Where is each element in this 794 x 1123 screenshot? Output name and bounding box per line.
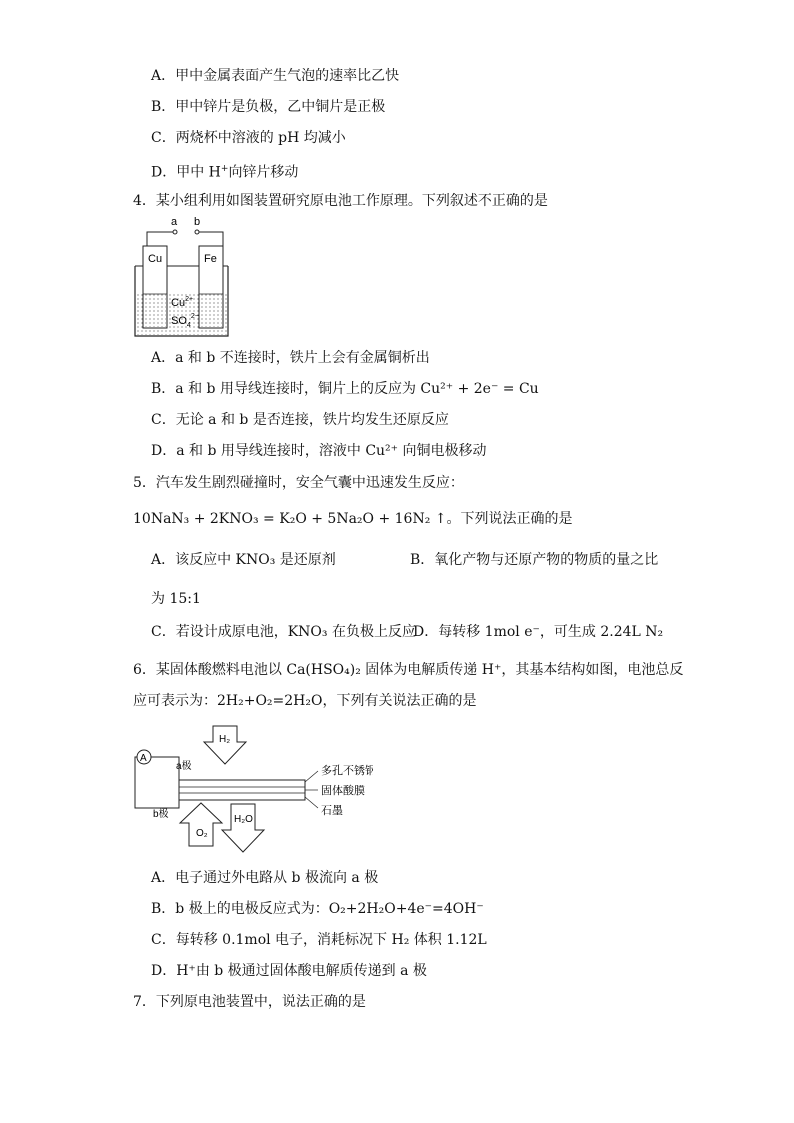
q3-option-d-post: 向锌片移动	[228, 164, 299, 181]
solid-acid-membrane-label: 固体酸膜	[321, 785, 365, 797]
b-electrode-label: b极	[153, 809, 169, 820]
q6-stem-line1: 6．某固体酸燃料电池以 Ca(HSO₄)₂ 固体为电解质传递 H⁺，其基本结构如图，电池总反	[133, 662, 684, 678]
q4-stem: 4．某小组利用如图装置研究原电池工作原理。下列叙述不正确的是	[133, 193, 548, 209]
q3-option-c: C．两烧杯中溶液的 pH 均减小	[151, 130, 346, 146]
a-electrode-label: a极	[176, 761, 192, 772]
q5-option-d: D．每转移 1mol e⁻，可生成 2.24L N₂	[413, 624, 664, 640]
terminal-b-label: b	[194, 216, 201, 228]
q3-option-a: A．甲中金属表面产生气泡的速率比乙快	[151, 68, 400, 84]
q6-option-d: D．H⁺由 b 极通过固体酸电解质传递到 a 极	[151, 963, 427, 979]
porous-steel-label: 多孔不锈钢	[321, 765, 373, 777]
q3-option-d-sup: +	[220, 164, 229, 174]
h2o-label: H₂O	[234, 814, 253, 825]
graphite-label: 石墨	[321, 805, 343, 817]
q3-option-d-pre: D．甲中 H	[151, 164, 221, 181]
q5-option-c: C．若设计成原电池，KNO₃ 在负极上反应	[151, 624, 416, 640]
q4-option-c: C．无论 a 和 b 是否连接，铁片均发生还原反应	[151, 412, 449, 428]
o2-label: O₂	[196, 828, 208, 839]
h2-label: H₂	[219, 734, 231, 745]
fuel-cell-diagram	[133, 724, 373, 864]
q3-option-b: B．甲中锌片是负极，乙中铜片是正极	[151, 99, 386, 115]
sulfate-ion-label: $SO_4^{2-}$	[171, 313, 199, 329]
q6-figure	[133, 724, 373, 864]
q5-option-a: A．该反应中 KNO₃ 是还原剂	[151, 552, 336, 568]
q6-option-b: B．b 极上的电极反应式为：O₂+2H₂O+4e⁻=4OH⁻	[151, 901, 484, 917]
fe-electrode-label: Fe	[204, 253, 217, 265]
cu-electrode-label: Cu	[148, 253, 163, 265]
terminal-a-label: a	[171, 216, 178, 228]
q6-stem-line2: 应可表示为：2H₂+O₂=2H₂O，下列有关说法正确的是	[133, 693, 477, 709]
galvanic-cell-diagram	[133, 214, 233, 340]
cu-ion-label: $Cu^{2+}$	[171, 296, 194, 309]
q6-option-a: A．电子通过外电路从 b 极流向 a 极	[151, 870, 379, 886]
q4-figure	[133, 214, 233, 340]
q5-option-b: B．氧化产物与还原产物的物质的量之比	[410, 552, 659, 568]
q6-option-c: C．每转移 0.1mol 电子，消耗标况下 H₂ 体积 1.12L	[151, 932, 487, 948]
q5-equation: 10NaN₃ + 2KNO₃ = K₂O + 5Na₂O + 16N₂ ↑	[133, 511, 447, 527]
q4-option-b: B．a 和 b 用导线连接时，铜片上的反应为 Cu²⁺ + 2e⁻ = Cu	[151, 381, 539, 397]
q3-option-d	[151, 159, 298, 183]
q5-equation-tail: 。下列说法正确的是	[446, 511, 573, 527]
q5-option-b-continued: 为 15:1	[151, 591, 201, 607]
q4-option-a: A．a 和 b 不连接时，铁片上会有金属铜析出	[151, 350, 430, 366]
q7-stem: 7．下列原电池装置中，说法正确的是	[133, 994, 366, 1010]
ammeter-label: A	[140, 753, 147, 764]
q5-stem: 5．汽车发生剧烈碰撞时，安全气囊中迅速发生反应：	[133, 475, 464, 491]
q5-equation-line	[133, 509, 573, 529]
q4-option-d: D．a 和 b 用导线连接时，溶液中 Cu²⁺ 向铜电极移动	[151, 443, 487, 459]
